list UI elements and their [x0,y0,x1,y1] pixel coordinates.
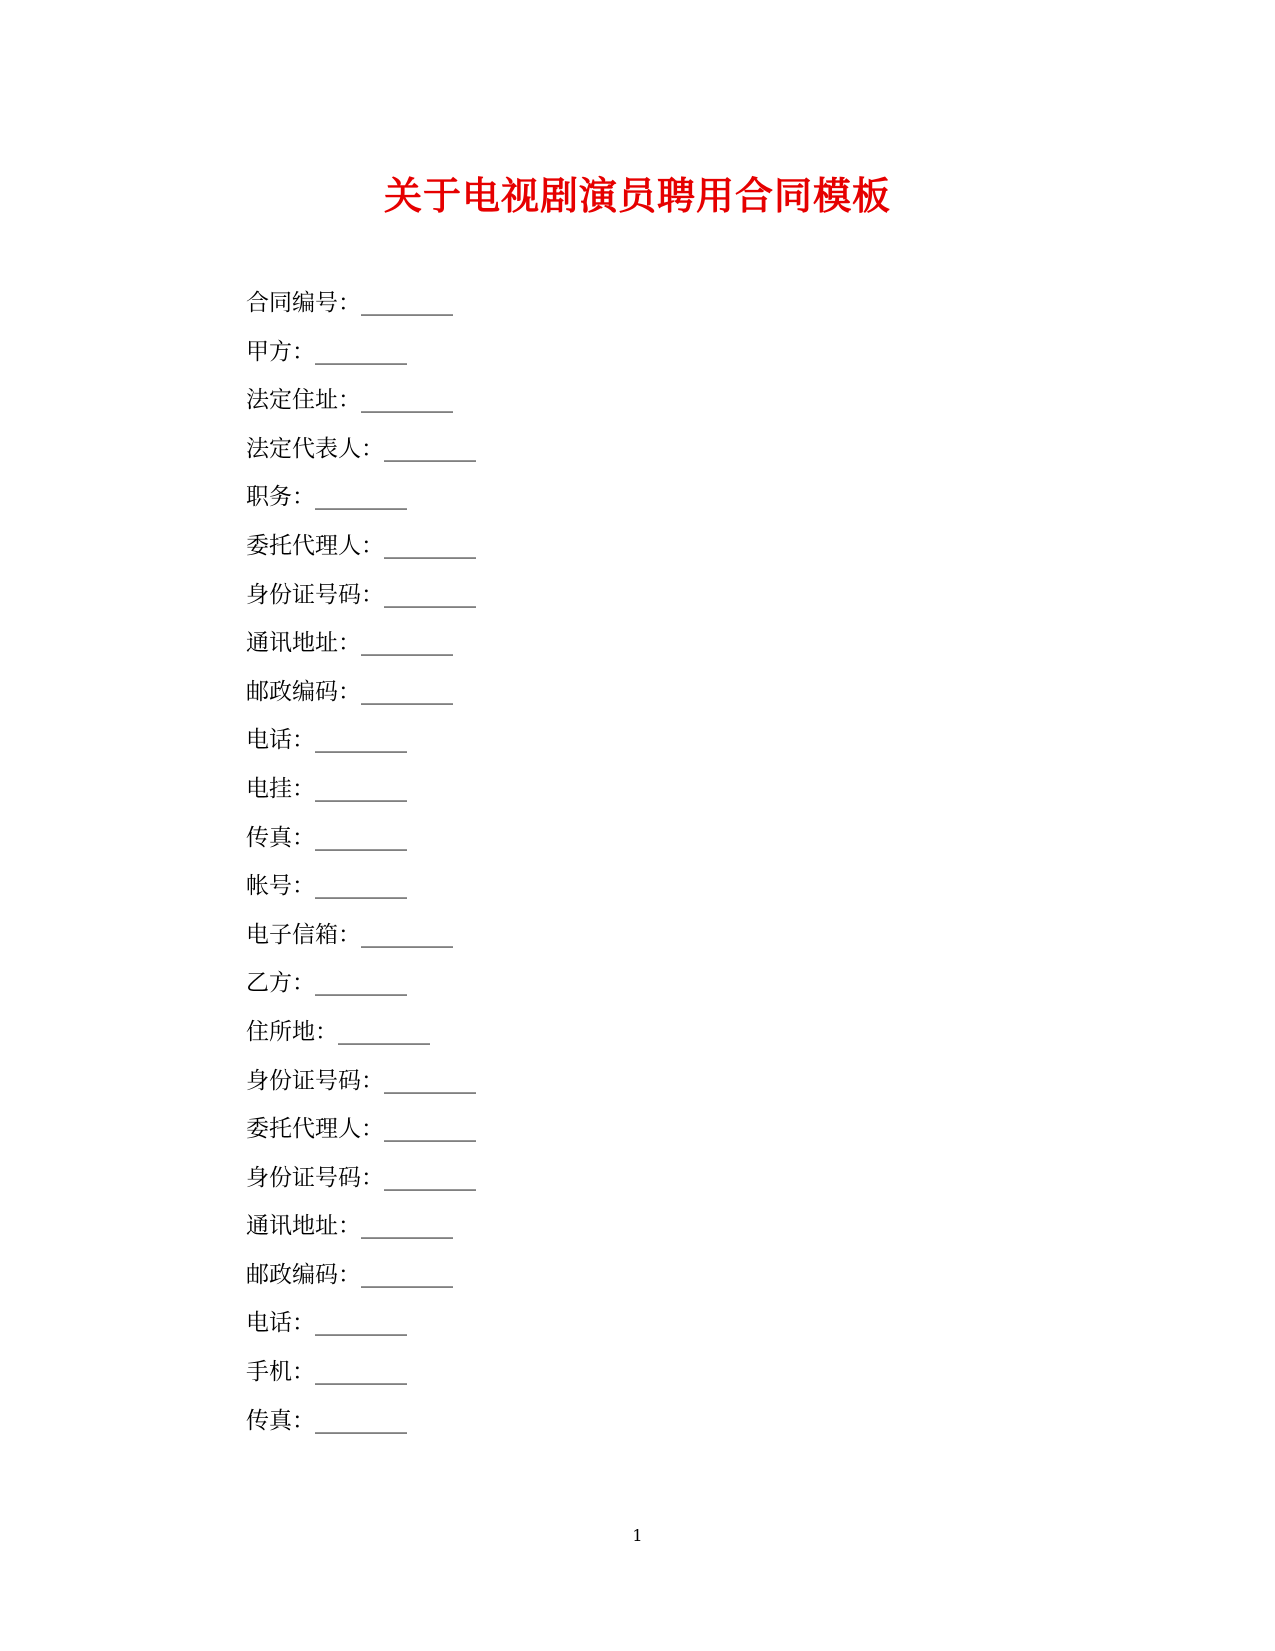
contract-field-row: 邮政编码：________ [246,1261,453,1288]
contract-field-row: 电子信箱：________ [246,921,453,948]
contract-field-row: 委托代理人：________ [246,532,476,559]
contract-field-row: 住所地：________ [246,1018,430,1045]
contract-field-row: 通讯地址：________ [246,1213,453,1240]
contract-field-row: 身份证号码：________ [246,1067,476,1094]
contract-field-row: 电话：________ [246,727,407,754]
contract-field-row: 传真：________ [246,824,407,851]
page-number: 1 [632,1526,643,1545]
document-title: 关于电视剧演员聘用合同模板 [383,173,891,218]
contract-field-row: 帐号：________ [246,873,407,900]
contract-fields-list [246,285,476,1451]
contract-field-row: 法定住址：________ [246,387,453,414]
contract-field-row: 电挂：________ [246,775,407,802]
contract-field-row: 邮政编码：________ [246,678,453,705]
contract-field-row: 合同编号：________ [246,290,453,316]
contract-field-row: 手机：________ [246,1359,407,1386]
contract-field-row: 职务：________ [246,484,407,511]
contract-field-row: 传真：________ [246,1407,407,1434]
contract-field-row: 委托代理人：________ [246,1116,476,1143]
contract-field-row: 身份证号码：________ [246,581,476,608]
contract-field-row: 电话：________ [246,1310,407,1337]
contract-field-row: 甲方：________ [246,338,407,365]
contract-field-row: 乙方：________ [246,970,407,997]
contract-field-row: 身份证号码：________ [246,1164,476,1191]
contract-field-row: 通讯地址：________ [246,630,453,657]
contract-field-row: 法定代表人：________ [246,435,476,462]
